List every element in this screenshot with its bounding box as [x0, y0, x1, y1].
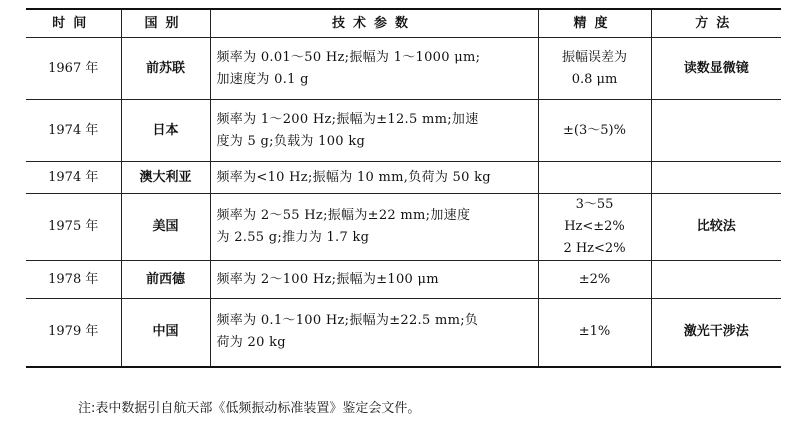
params-line: 频率为<10 Hz;振幅为 10 mm,负荷为 50 kg: [216, 169, 491, 185]
cell-params: [210, 38, 538, 100]
cell-accuracy: [538, 162, 651, 194]
cell-country: 澳大利亚: [121, 162, 210, 194]
params-line: 荷为 20 kg: [216, 335, 286, 351]
cell-method: 激光干涉法: [651, 299, 781, 367]
accuracy-line: 0.8 μm: [571, 71, 618, 87]
cell-year: 1967 年: [26, 38, 121, 100]
cell-accuracy: [538, 194, 651, 261]
cell-method: [651, 100, 781, 162]
accuracy-line: ±1%: [578, 324, 611, 340]
header-accuracy: 精度: [538, 9, 651, 38]
table-row: [26, 162, 781, 194]
accuracy-line: ±(3～5)%: [563, 122, 626, 138]
cell-country: 前西德: [121, 261, 210, 299]
table-container: [26, 8, 781, 368]
cell-year: 1975 年: [26, 194, 121, 261]
cell-method: [651, 162, 781, 194]
cell-method: 读数显微镜: [651, 38, 781, 100]
params-line: 频率为 0.01～50 Hz;振幅为 1～1000 μm;: [216, 49, 481, 65]
params-line: 度为 5 g;负载为 100 kg: [216, 133, 366, 149]
cell-accuracy: [538, 261, 651, 299]
table-footnote: 注:表中数据引自航天部《低频振动标准装置》鉴定会文件。: [78, 401, 421, 416]
cell-params: [210, 261, 538, 299]
accuracy-line: 振幅误差为: [561, 49, 627, 65]
table-row: [26, 299, 781, 367]
table-row: [26, 261, 781, 299]
cell-country: 中国: [121, 299, 210, 367]
table-row: [26, 194, 781, 261]
params-line: 加速度为 0.1 g: [216, 71, 309, 87]
params-line: 为 2.55 g;推力为 1.7 kg: [216, 230, 370, 245]
data-table: [26, 8, 781, 368]
header-row: [26, 9, 781, 38]
cell-country: 美国: [121, 194, 210, 261]
cell-accuracy: [538, 299, 651, 367]
cell-accuracy: [538, 38, 651, 100]
cell-country: 前苏联: [121, 38, 210, 100]
table-row: [26, 38, 781, 100]
header-country: 国别: [121, 9, 210, 38]
accuracy-line: ±2%: [578, 271, 611, 287]
accuracy-line: 2 Hz<2%: [563, 241, 626, 256]
header-params: 技术参数: [210, 9, 538, 38]
table-row: [26, 100, 781, 162]
accuracy-line: 3～55 Hz<±2%: [564, 197, 625, 234]
params-line: 频率为 2～55 Hz;振幅为±22 mm;加速度: [216, 208, 471, 223]
cell-country: 日本: [121, 100, 210, 162]
cell-params: [210, 194, 538, 261]
cell-year: 1979 年: [26, 299, 121, 367]
cell-params: [210, 100, 538, 162]
cell-params: [210, 162, 538, 194]
cell-accuracy: [538, 100, 651, 162]
cell-year: 1974 年: [26, 100, 121, 162]
cell-year: 1974 年: [26, 162, 121, 194]
cell-method: 比较法: [651, 194, 781, 261]
cell-year: 1978 年: [26, 261, 121, 299]
cell-params: [210, 299, 538, 367]
cell-method: [651, 261, 781, 299]
header-time: 时间: [26, 9, 121, 38]
params-line: 频率为 2～100 Hz;振幅为±100 μm: [216, 271, 439, 287]
params-line: 频率为 1～200 Hz;振幅为±12.5 mm;加速: [216, 111, 479, 127]
params-line: 频率为 0.1～100 Hz;振幅为±22.5 mm;负: [216, 313, 479, 329]
header-method: 方法: [651, 9, 781, 38]
